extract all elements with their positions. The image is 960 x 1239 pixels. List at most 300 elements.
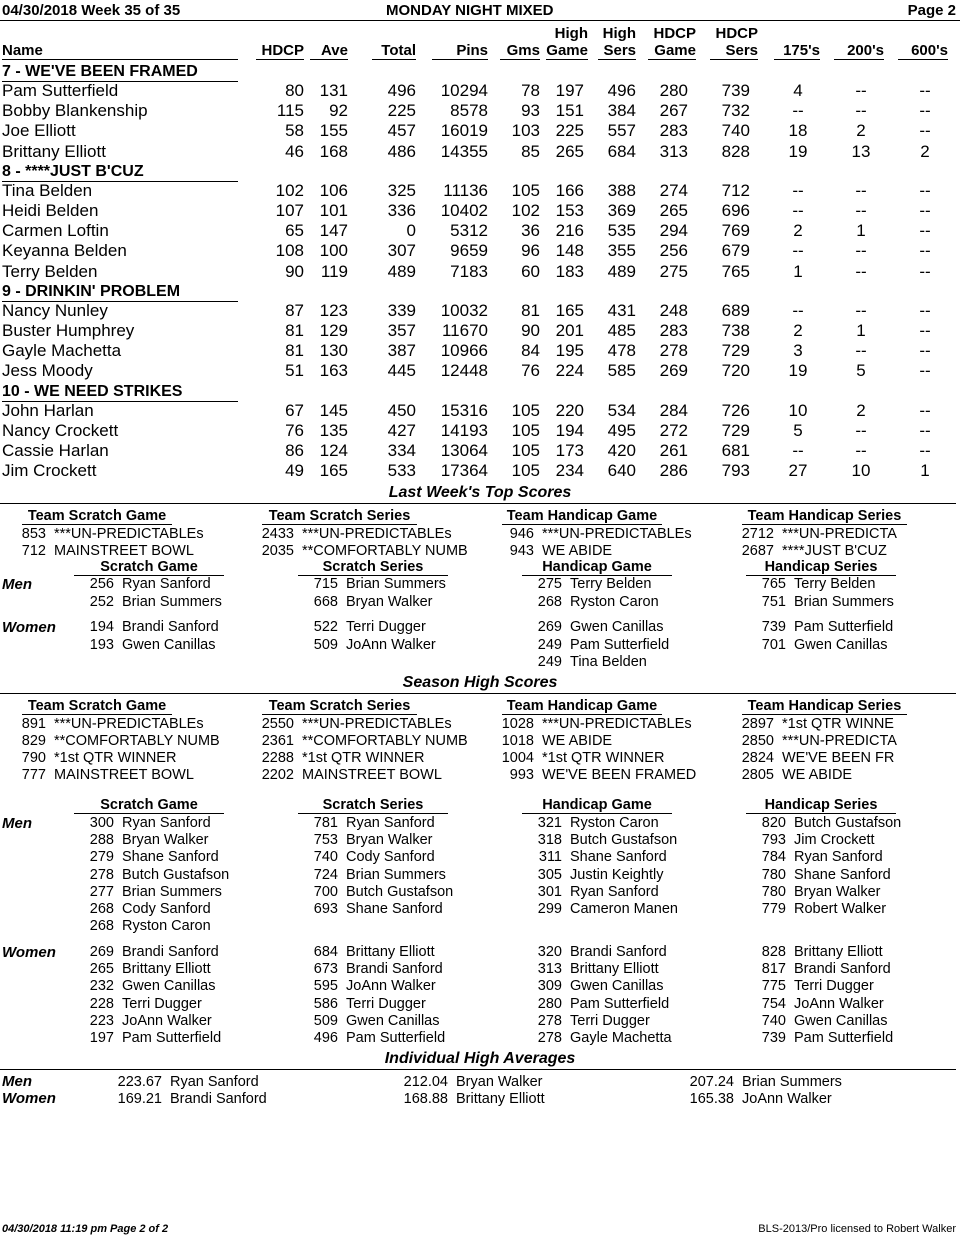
- player-hdcp-game: 269: [659, 361, 688, 381]
- men-score-entry: [526, 884, 659, 901]
- player-row: [0, 461, 960, 481]
- player-hdcp-game: 278: [659, 341, 688, 361]
- player-600s: --: [919, 261, 931, 281]
- player-name: Gayle Machetta: [2, 341, 122, 361]
- bowler-name: Ryston Caron: [570, 593, 659, 610]
- individual-score-header: Scratch Series: [298, 559, 448, 576]
- bowler-name: MAINSTREET BOWL: [54, 767, 194, 783]
- divider: [0, 503, 956, 504]
- team-score-entry: [490, 526, 692, 543]
- men-label: Men: [2, 576, 32, 593]
- player-high-sers: 535: [607, 221, 636, 241]
- player-600s: --: [919, 121, 931, 141]
- player-ave: 131: [319, 81, 348, 100]
- player-hdcp: 86: [285, 441, 304, 460]
- player-name: Jim Crockett: [2, 461, 97, 481]
- team-header: 8 - ****JUST B'CUZ: [2, 163, 238, 182]
- bowler-name: Brandi Sanford: [794, 961, 891, 978]
- player-hdcp-game: 286: [659, 461, 688, 481]
- player-175s: 19: [788, 361, 808, 381]
- player-hdcp-sers: 732: [721, 101, 750, 121]
- player-row: [0, 181, 960, 201]
- score-value: 1004: [501, 750, 534, 766]
- bowler-name: Ryston Caron: [122, 918, 211, 935]
- player-name: John Harlan: [2, 400, 94, 420]
- player-high-sers: 369: [607, 201, 636, 220]
- bowler-name: Gwen Canillas: [122, 636, 216, 653]
- player-high-sers: 355: [607, 241, 636, 261]
- bowler-name: Ryston Caron: [570, 815, 659, 831]
- score-value: 715: [313, 576, 338, 592]
- women-score-entry: [78, 961, 211, 978]
- player-high-sers: 485: [607, 321, 636, 340]
- score-value: 793: [761, 832, 786, 849]
- player-high-sers: 557: [607, 121, 636, 141]
- player-high-game: 194: [555, 420, 584, 440]
- player-total: 489: [387, 261, 416, 281]
- player-high-game: 183: [555, 261, 584, 281]
- score-value: 829: [21, 733, 46, 749]
- bowler-name: Gayle Machetta: [570, 1030, 672, 1046]
- player-175s: --: [792, 300, 804, 320]
- men-score-entry: [302, 832, 432, 849]
- player-high-game: 201: [555, 321, 584, 340]
- player-row: [0, 401, 960, 421]
- player-600s: --: [919, 81, 931, 100]
- bowler-name: Pam Sutterfield: [122, 1030, 222, 1046]
- player-175s: 4: [793, 81, 803, 100]
- score-value: 739: [761, 1030, 786, 1046]
- player-hdcp-game: 283: [659, 321, 688, 340]
- score-value: 946: [509, 526, 534, 542]
- player-hdcp-game: 275: [659, 261, 688, 281]
- player-600s: 1: [920, 461, 930, 481]
- score-value: 753: [313, 832, 338, 849]
- men-average-entry: [112, 1074, 259, 1091]
- player-high-sers: 420: [607, 441, 636, 460]
- player-175s: 27: [788, 461, 808, 481]
- player-name: Keyanna Belden: [2, 241, 127, 261]
- report-date-week: 04/30/2018 Week 35 of 35: [2, 2, 181, 19]
- player-name: Terry Belden: [2, 261, 98, 281]
- bowler-name: WE ABIDE: [782, 767, 853, 783]
- player-200s: --: [855, 101, 867, 121]
- men-score-entry: [750, 849, 883, 866]
- player-gms: 105: [511, 441, 540, 460]
- team-score-entry: [2, 526, 204, 543]
- bowler-name: ***UN-PREDICTABLEs: [542, 716, 692, 732]
- women-score-entry: [78, 1030, 221, 1047]
- last-week-title: Last Week's Top Scores: [388, 484, 572, 501]
- women-score-entry: [302, 978, 436, 995]
- bowler-name: **COMFORTABLY NUMB: [302, 733, 468, 749]
- player-200s: --: [855, 441, 867, 460]
- men-score-entry: [526, 576, 651, 593]
- score-value: 2712: [741, 526, 774, 542]
- women-score-entry: [526, 996, 669, 1013]
- women-average-entry: [398, 1091, 545, 1108]
- player-high-sers: 640: [607, 461, 636, 481]
- men-score-entry: [526, 867, 664, 884]
- score-value: 739: [761, 619, 786, 635]
- player-high-game: 173: [555, 441, 584, 460]
- women-score-entry: [750, 619, 893, 636]
- player-gms: 105: [511, 400, 540, 420]
- individual-score-header: Scratch Series: [298, 797, 448, 814]
- bowler-name: Terri Dugger: [346, 619, 426, 635]
- score-value: 673: [313, 961, 338, 978]
- bowler-name: JoAnn Walker: [346, 978, 436, 995]
- col-gms: Gms: [500, 42, 540, 60]
- women-score-entry: [526, 1030, 672, 1047]
- bowler-name: JoAnn Walker: [794, 995, 884, 1012]
- score-value: 311: [538, 849, 562, 866]
- team-score-entry: [490, 767, 696, 784]
- women-score-entry: [750, 1013, 888, 1030]
- men-score-entry: [750, 884, 880, 901]
- bowler-name: JoAnn Walker: [346, 636, 436, 653]
- player-175s: 1: [793, 261, 803, 281]
- bowler-name: Gwen Canillas: [794, 1012, 888, 1029]
- player-high-game: 225: [555, 121, 584, 141]
- score-value: 1018: [501, 733, 534, 749]
- bowler-name: Bryan Walker: [346, 832, 433, 849]
- player-200s: 1: [856, 321, 866, 340]
- score-value: 509: [313, 636, 338, 653]
- player-200s: 1: [856, 221, 866, 241]
- men-score-entry: [526, 815, 659, 832]
- player-200s: 2: [856, 121, 866, 141]
- women-score-entry: [78, 996, 202, 1013]
- player-175s: --: [792, 180, 804, 200]
- team-score-header: Team Handicap Game: [502, 698, 662, 715]
- player-row: [0, 221, 960, 241]
- player-600s: --: [919, 300, 931, 320]
- bowler-name: Bryan Walker: [456, 1074, 543, 1090]
- score-value: 700: [313, 883, 338, 900]
- player-200s: --: [855, 341, 867, 361]
- team-score-entry: [732, 767, 852, 784]
- score-value: 228: [89, 995, 114, 1012]
- team-score-entry: [2, 543, 194, 560]
- player-row: [0, 441, 960, 461]
- bowler-name: ***UN-PREDICTABLEs: [302, 526, 452, 542]
- men-score-entry: [78, 884, 222, 901]
- bowler-name: Brandi Sanford: [346, 961, 443, 978]
- bowler-name: Robert Walker: [794, 901, 887, 917]
- player-high-sers: 534: [607, 400, 636, 420]
- player-hdcp: 67: [285, 400, 304, 420]
- score-value: 299: [537, 901, 562, 917]
- team-score-entry: [252, 526, 452, 543]
- player-hdcp-game: 313: [659, 141, 688, 161]
- score-value: 595: [313, 978, 338, 995]
- score-value: 278: [537, 1030, 562, 1046]
- men-score-entry: [302, 576, 446, 593]
- men-score-entry: [750, 867, 891, 884]
- player-high-game: 265: [555, 141, 584, 161]
- player-200s: --: [855, 201, 867, 220]
- player-pins: 8578: [450, 101, 488, 121]
- player-high-sers: 478: [607, 341, 636, 361]
- score-value: 2035: [261, 543, 294, 559]
- score-value: 249: [537, 654, 562, 670]
- player-hdcp-game: 256: [659, 241, 688, 261]
- player-total: 486: [387, 141, 416, 161]
- player-pins: 10402: [440, 201, 488, 220]
- player-high-game: 195: [555, 341, 584, 361]
- men-score-entry: [78, 832, 208, 849]
- team-score-header: Team Handicap Series: [742, 508, 907, 525]
- player-high-game: 224: [555, 361, 584, 381]
- player-high-sers: 388: [607, 180, 636, 200]
- col-high-game: High Game: [546, 25, 588, 59]
- score-value: 817: [761, 961, 786, 978]
- player-row: [0, 101, 960, 121]
- player-200s: --: [855, 241, 867, 261]
- col-hdcp: HDCP: [256, 42, 304, 60]
- men-score-entry: [750, 832, 875, 849]
- score-value: 275: [537, 576, 562, 592]
- player-hdcp-game: 265: [659, 201, 688, 220]
- player-600s: --: [919, 221, 931, 241]
- player-pins: 14355: [440, 141, 488, 161]
- player-175s: 19: [788, 141, 808, 161]
- men-score-entry: [302, 884, 453, 901]
- women-label: Women: [2, 1090, 56, 1107]
- bowler-name: Ryan Sanford: [794, 849, 883, 866]
- women-score-entry: [78, 978, 216, 995]
- bowler-name: *1st QTR WINNE: [782, 716, 894, 732]
- col-ave: Ave: [310, 42, 348, 60]
- women-score-entry: [78, 637, 216, 654]
- player-200s: 13: [851, 141, 871, 161]
- men-score-entry: [750, 594, 894, 611]
- player-total: 307: [387, 241, 416, 261]
- score-value: 288: [89, 832, 114, 849]
- player-total: 0: [406, 221, 416, 241]
- women-label: Women: [2, 619, 56, 636]
- player-name: Pam Sutterfield: [2, 81, 119, 100]
- player-hdcp: 65: [285, 221, 304, 241]
- bowler-name: Brian Summers: [346, 866, 446, 883]
- player-high-sers: 495: [607, 420, 636, 440]
- team-score-header: Team Scratch Series: [262, 698, 417, 715]
- player-hdcp: 81: [285, 321, 304, 340]
- player-ave: 119: [320, 261, 348, 281]
- men-score-entry: [78, 815, 211, 832]
- player-total: 334: [387, 441, 416, 460]
- bowler-name: WE'VE BEEN FR: [782, 750, 895, 766]
- player-total: 533: [387, 461, 416, 481]
- player-600s: 2: [920, 141, 930, 161]
- player-hdcp-game: 280: [659, 81, 688, 100]
- bowler-name: ****JUST B'CUZ: [782, 543, 887, 559]
- men-score-entry: [78, 576, 211, 593]
- women-score-entry: [302, 961, 443, 978]
- col-175s: 175's: [774, 42, 820, 60]
- score-value: 2687: [741, 543, 774, 559]
- player-high-sers: 489: [607, 261, 636, 281]
- bowler-name: Butch Gustafson: [122, 866, 230, 883]
- col-total: Total: [372, 42, 416, 60]
- player-hdcp-game: 248: [659, 300, 688, 320]
- bowler-name: **COMFORTABLY NUMB: [302, 543, 468, 559]
- men-score-entry: [750, 576, 875, 593]
- score-value: 2805: [741, 767, 774, 783]
- player-gms: 84: [521, 341, 540, 361]
- player-pins: 12448: [440, 361, 488, 381]
- bowler-name: WE ABIDE: [542, 733, 613, 749]
- score-value: 779: [761, 901, 786, 917]
- bowler-name: MAINSTREET BOWL: [54, 543, 194, 559]
- team-score-entry: [2, 767, 194, 784]
- player-pins: 10294: [440, 81, 488, 100]
- player-hdcp-sers: 828: [721, 141, 750, 161]
- player-175s: --: [792, 441, 804, 460]
- player-total: 339: [387, 300, 416, 320]
- bowler-name: ***UN-PREDICTABLEs: [54, 716, 204, 732]
- women-score-entry: [78, 944, 219, 961]
- bowler-name: Ryan Sanford: [346, 815, 435, 831]
- player-gms: 96: [521, 241, 540, 261]
- player-hdcp-game: 283: [659, 121, 688, 141]
- team-score-entry: [490, 733, 612, 750]
- bowler-name: Shane Sanford: [794, 866, 891, 883]
- score-value: 684: [313, 944, 338, 960]
- col-pins: Pins: [432, 42, 488, 60]
- men-average-entry: [398, 1074, 542, 1091]
- bowler-name: JoAnn Walker: [122, 1012, 212, 1029]
- player-row: [0, 321, 960, 341]
- score-value: 2288: [261, 750, 294, 766]
- player-pins: 16019: [440, 121, 488, 141]
- player-200s: 2: [856, 400, 866, 420]
- player-600s: --: [919, 241, 931, 261]
- player-name: Tina Belden: [2, 180, 93, 200]
- player-row: [0, 142, 960, 162]
- men-score-entry: [78, 594, 222, 611]
- bowler-name: Pam Sutterfield: [570, 995, 670, 1012]
- player-175s: 10: [788, 400, 808, 420]
- score-value: 277: [89, 883, 114, 900]
- score-value: 256: [89, 576, 114, 592]
- score-value: 522: [313, 619, 338, 635]
- player-high-sers: 496: [607, 81, 636, 100]
- bowler-name: Ryan Sanford: [122, 815, 211, 831]
- player-pins: 10032: [440, 300, 488, 320]
- men-score-entry: [526, 594, 659, 611]
- women-score-entry: [302, 1030, 445, 1047]
- col-200s: 200's: [834, 42, 884, 60]
- league-name: MONDAY NIGHT MIXED: [386, 2, 554, 19]
- bowler-name: Brandi Sanford: [122, 619, 219, 635]
- score-value: 265: [89, 961, 114, 978]
- player-high-game: 216: [555, 221, 584, 241]
- player-ave: 101: [319, 201, 348, 220]
- bowler-name: Terri Dugger: [346, 995, 426, 1012]
- score-value: 300: [89, 815, 114, 831]
- player-hdcp-sers: 720: [721, 361, 750, 381]
- player-row: [0, 421, 960, 441]
- bowler-name: Pam Sutterfield: [794, 619, 894, 635]
- player-total: 457: [387, 121, 416, 141]
- player-pins: 11670: [441, 321, 488, 340]
- player-hdcp: 108: [275, 241, 304, 261]
- page-header: [0, 0, 960, 21]
- player-gms: 103: [511, 121, 540, 141]
- player-hdcp-sers: 738: [721, 321, 750, 340]
- player-hdcp: 46: [285, 141, 304, 161]
- men-score-entry: [78, 849, 219, 866]
- player-pins: 14193: [440, 420, 488, 440]
- bowler-name: Brittany Elliott: [456, 1091, 545, 1107]
- player-hdcp: 115: [276, 101, 304, 121]
- bowler-name: *1st QTR WINNER: [302, 750, 425, 766]
- player-hdcp: 102: [275, 180, 304, 200]
- score-value: 168.88: [403, 1091, 448, 1107]
- player-row: [0, 121, 960, 141]
- score-value: 853: [21, 526, 46, 542]
- bowler-name: ***UN-PREDICTABLEs: [54, 526, 204, 542]
- bowler-name: ***UN-PREDICTABLEs: [542, 526, 692, 542]
- player-175s: --: [792, 241, 804, 261]
- score-value: 269: [89, 944, 114, 960]
- player-pins: 11136: [443, 180, 488, 200]
- score-value: 269: [537, 619, 562, 635]
- men-score-entry: [526, 849, 667, 866]
- score-value: 2850: [741, 733, 774, 749]
- player-total: 387: [387, 341, 416, 361]
- team-score-entry: [2, 716, 204, 733]
- bowler-name: Brandi Sanford: [570, 944, 667, 960]
- col-high-sers: High Sers: [598, 25, 636, 60]
- player-gms: 76: [521, 361, 540, 381]
- player-total: 225: [387, 101, 416, 121]
- bowler-name: Brittany Elliott: [346, 944, 435, 960]
- player-hdcp-sers: 712: [721, 180, 750, 200]
- score-value: 777: [21, 767, 46, 783]
- team-score-header: Team Scratch Series: [262, 508, 417, 525]
- bowler-name: Gwen Canillas: [570, 619, 664, 635]
- player-175s: --: [792, 201, 804, 220]
- score-value: 278: [537, 1012, 562, 1029]
- bowler-name: Cody Sanford: [122, 901, 211, 917]
- player-hdcp-sers: 729: [721, 341, 750, 361]
- player-600s: --: [919, 441, 931, 460]
- player-ave: 135: [319, 420, 348, 440]
- player-ave: 145: [319, 400, 348, 420]
- bowler-name: Butch Gustafson: [570, 832, 678, 849]
- score-value: 775: [761, 978, 786, 995]
- column-headers: [0, 25, 960, 62]
- player-hdcp: 49: [285, 461, 304, 481]
- player-ave: 123: [319, 300, 348, 320]
- score-value: 207.24: [689, 1074, 734, 1090]
- team-score-entry: [252, 750, 424, 767]
- bowler-name: JoAnn Walker: [742, 1091, 832, 1107]
- score-value: 249: [537, 636, 562, 653]
- player-high-sers: 585: [607, 361, 636, 381]
- women-average-entry: [684, 1091, 832, 1108]
- score-value: 1028: [501, 716, 534, 732]
- women-score-entry: [526, 637, 669, 654]
- player-600s: --: [919, 201, 931, 220]
- player-high-game: 166: [555, 180, 584, 200]
- score-value: 2897: [741, 716, 774, 732]
- player-total: 325: [387, 180, 416, 200]
- score-value: 268: [537, 593, 562, 610]
